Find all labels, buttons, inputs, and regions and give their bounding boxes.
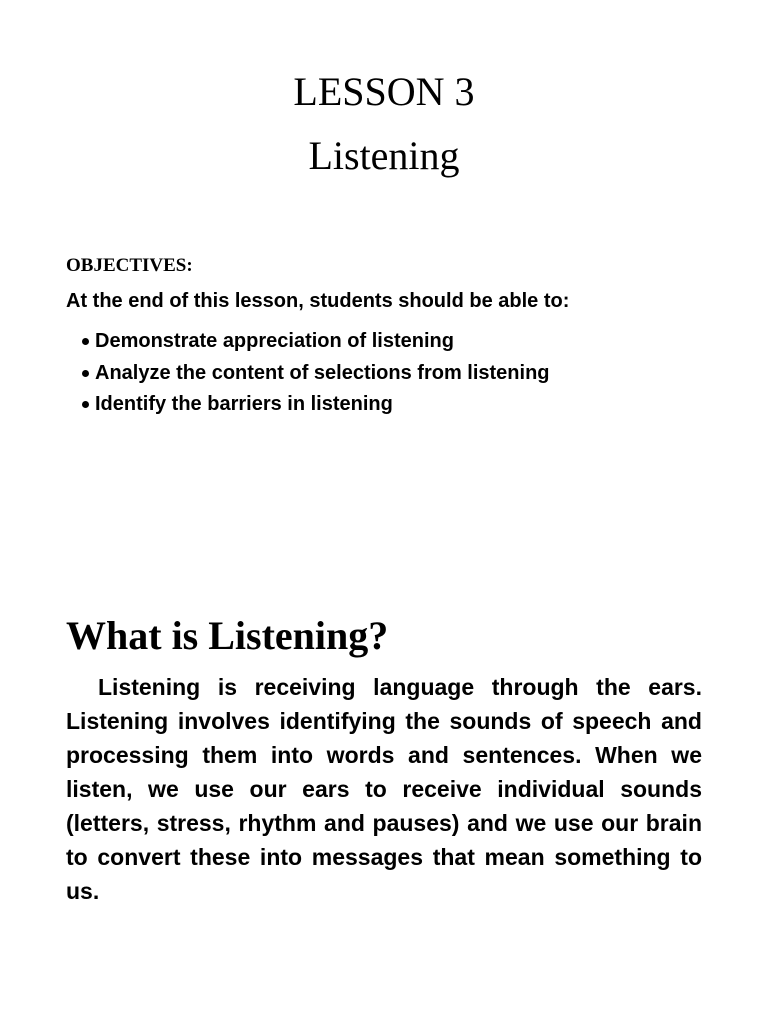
body-paragraph: Listening is receiving language through the ears. Listening involves identifying the sounds of speech and processing them into words and sentences. When we listen, we use our ears to receive individual sounds (letters, stress, rhythm and pauses) and we use our brain to convert these into messages that mean something to us.	[66, 674, 702, 904]
objective-text: Analyze the content of selections from listening	[95, 361, 550, 384]
objective-item	[82, 326, 550, 358]
objective-text: Demonstrate appreciation of listening	[95, 330, 454, 352]
objective-item	[82, 358, 550, 390]
objective-text: Identify the barriers in listening	[95, 393, 393, 415]
lesson-title: Listening	[308, 133, 460, 178]
objectives-heading: OBJECTIVES:	[66, 255, 193, 276]
objective-item	[82, 389, 550, 421]
lesson-number: LESSON 3	[293, 69, 475, 114]
section-heading: What is Listening?	[66, 613, 389, 658]
objectives-intro: At the end of this lesson, students should be able to:	[66, 290, 570, 312]
bullet-icon	[82, 370, 89, 377]
bullet-icon	[82, 338, 89, 345]
objectives-list	[82, 326, 550, 421]
bullet-icon	[82, 401, 89, 408]
